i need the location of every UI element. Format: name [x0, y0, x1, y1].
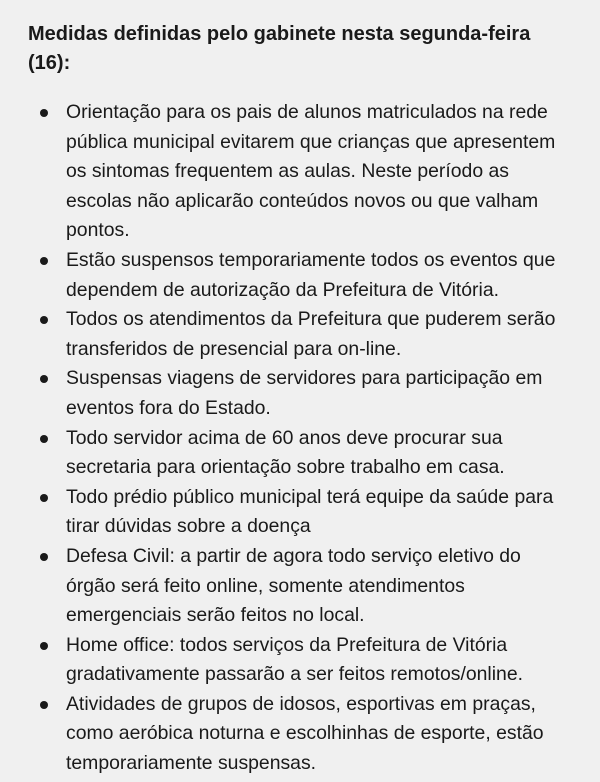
list-item-text: Atividades de grupos de idosos, esportivas em praças, como aeróbica noturna e escolhinhas de esporte, estão temporariamente suspensas.: [66, 692, 544, 775]
list-item: [28, 98, 574, 246]
list-item: [28, 424, 574, 483]
list-item-text: Todo prédio público municipal terá equipe da saúde para tirar dúvidas sobre a doença: [66, 485, 554, 538]
list-item-text: Suspensas viagens de servidores para participação em eventos fora do Estado.: [66, 367, 543, 419]
section-heading: Medidas definidas pelo gabinete nesta segunda-feira (16):: [28, 23, 531, 74]
list-item: [28, 305, 574, 364]
list-item-text: Defesa Civil: a partir de agora todo serviço eletivo do órgão será feito online, somente atendimentos emergenciais serão feitos no local.: [66, 544, 521, 627]
bullet-icon: [40, 553, 48, 561]
bullet-icon: [40, 642, 48, 650]
bullet-icon: [40, 435, 48, 443]
list-item-text: Estão suspensos temporariamente todos os eventos que dependem de autorização da Prefeitura de Vitória.: [66, 248, 556, 301]
list-item: [28, 483, 574, 542]
measures-list: [28, 98, 574, 779]
list-item: [28, 631, 574, 690]
list-item-text: Todos os atendimentos da Prefeitura que puderem serão transferidos de presencial para on-line.: [66, 308, 556, 360]
list-item-text: Home office: todos serviços da Prefeitura de Vitória gradativamente passarão a ser feitos remotos/online.: [66, 633, 524, 686]
list-item: [28, 542, 574, 631]
bullet-icon: [40, 316, 48, 324]
bullet-icon: [40, 701, 48, 709]
list-item: [28, 364, 574, 423]
bullet-icon: [40, 109, 48, 117]
list-item: [28, 690, 574, 779]
bullet-icon: [40, 375, 48, 383]
list-item-text: Orientação para os pais de alunos matriculados na rede pública municipal evitarem que crianças que apresentem os sintomas frequentem as aulas. Neste período as escolas não aplicarão conteúdos novos ou que valham pontos.: [66, 101, 556, 242]
bullet-icon: [40, 494, 48, 502]
list-item-text: Todo servidor acima de 60 anos deve procurar sua secretaria para orientação sobre trabalho em casa.: [66, 426, 505, 479]
list-item: [28, 246, 574, 305]
bullet-icon: [40, 257, 48, 265]
